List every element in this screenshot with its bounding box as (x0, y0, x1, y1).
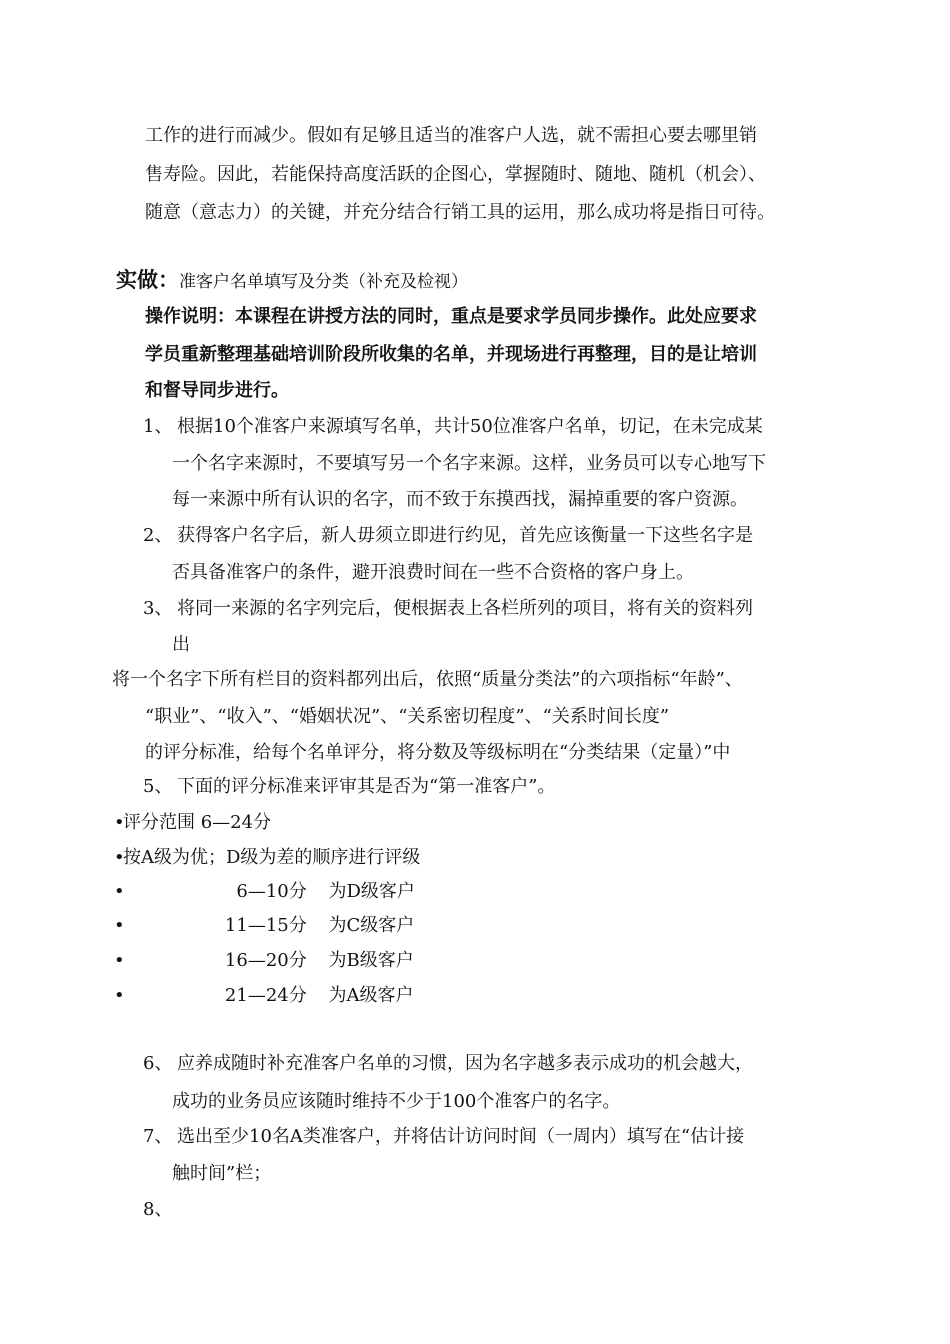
item-number: 1、 (143, 416, 173, 437)
bullet-icon: • (114, 812, 125, 833)
item-number: 8、 (143, 1199, 173, 1220)
list-item-5 (143, 775, 555, 799)
item-text: 选出至少10名A类准客户，并将估计访问时间（一周内）填写在“估计接 (177, 1126, 745, 1147)
grade-score: 6—10分 (236, 881, 307, 902)
instructions-line-2: 学员重新整理基础培训阶段所收集的名单，并现场进行再整理，目的是让培训 (145, 344, 757, 365)
bullet-icon: • (114, 881, 125, 902)
item-text: 将同一来源的名字列完后，便根据表上各栏所列的项目，将有关的资料列 (177, 598, 753, 619)
item-text: 根据10个准客户来源填写名单，共计50位准客户名单，切记，在未完成某 (177, 416, 763, 437)
instructions-line-3: 和督导同步进行。 (145, 380, 289, 401)
scoring-range (114, 811, 271, 835)
item-2-line-2: 否具备准客户的条件，避开浪费时间在一些不合资格的客户身上。 (172, 562, 694, 583)
list-item-6 (143, 1052, 753, 1076)
section-subtitle: 准客户名单填写及分类（补充及检视） (179, 272, 468, 292)
item-number: 6、 (143, 1053, 173, 1074)
list-item-1 (143, 415, 763, 439)
grade-label: 为D级客户 (328, 881, 415, 902)
item-1-line-2: 一个名字来源时，不要填写另一个名字来源。这样，业务员可以专心地写下 (172, 453, 766, 474)
item-6-line-2: 成功的业务员应该随时维持不少于100个准客户的名字。 (172, 1091, 621, 1112)
item-7-line-2: 触时间”栏； (172, 1163, 272, 1184)
section-heading (116, 268, 468, 294)
item-4-line-1: 将一个名字下所有栏目的资料都列出后，依照“质量分类法”的六项指标“年龄”、 (112, 669, 743, 690)
list-item-2 (143, 524, 753, 548)
list-item-7 (143, 1125, 744, 1149)
bullet-icon: • (114, 915, 125, 936)
section-title: 实做： (116, 268, 179, 292)
grade-label: 为B级客户 (328, 950, 414, 971)
bullet-icon: • (114, 847, 125, 868)
scoring-order-text: 按A级为优；D级为差的顺序进行评级 (123, 847, 421, 868)
intro-line-2: 售寿险。因此，若能保持高度活跃的企图心，掌握随时、随地、随机（机会）、 (145, 164, 766, 185)
item-3-line-2: 出 (172, 634, 190, 655)
grade-row-a (114, 984, 413, 1008)
grade-score: 11—15分 (224, 915, 307, 936)
scoring-order (114, 846, 420, 870)
grade-row-d (114, 880, 415, 904)
scoring-range-text: 评分范围 6—24分 (123, 812, 272, 833)
intro-line-1: 工作的进行而减少。假如有足够且适当的准客户人选，就不需担心要去哪里销 (145, 125, 757, 146)
grade-row-b (114, 949, 414, 973)
intro-line-3: 随意（意志力）的关键，并充分结合行销工具的运用，那么成功将是指日可待。 (145, 202, 775, 223)
item-4-line-2: “职业”、“收入”、“婚姻状况”、“关系密切程度”、“关系时间长度” (145, 706, 670, 727)
list-item-3 (143, 597, 753, 621)
item-1-line-3: 每一来源中所有认识的名字，而不致于东摸西找，漏掉重要的客户资源。 (172, 489, 748, 510)
grade-label: 为C级客户 (328, 915, 415, 936)
grade-score: 16—20分 (224, 950, 307, 971)
list-item-8 (143, 1198, 177, 1222)
item-number: 3、 (143, 598, 173, 619)
item-text: 下面的评分标准来评审其是否为“第一准客户”。 (177, 776, 556, 797)
item-number: 2、 (143, 525, 173, 546)
item-number: 5、 (143, 776, 173, 797)
instructions-line-1: 操作说明：本课程在讲授方法的同时，重点是要求学员同步操作。此处应要求 (145, 306, 757, 327)
item-text: 应养成随时补充准客户名单的习惯，因为名字越多表示成功的机会越大， (177, 1053, 753, 1074)
item-number: 7、 (143, 1126, 173, 1147)
item-text: 获得客户名字后，新人毋须立即进行约见，首先应该衡量一下这些名字是 (177, 525, 753, 546)
grade-label: 为A级客户 (328, 985, 414, 1006)
grade-row-c (114, 914, 414, 938)
item-4-line-3: 的评分标准，给每个名单评分，将分数及等级标明在“分类结果（定量）”中 (145, 742, 731, 763)
bullet-icon: • (114, 950, 125, 971)
bullet-icon: • (114, 985, 125, 1006)
grade-score: 21—24分 (224, 985, 307, 1006)
